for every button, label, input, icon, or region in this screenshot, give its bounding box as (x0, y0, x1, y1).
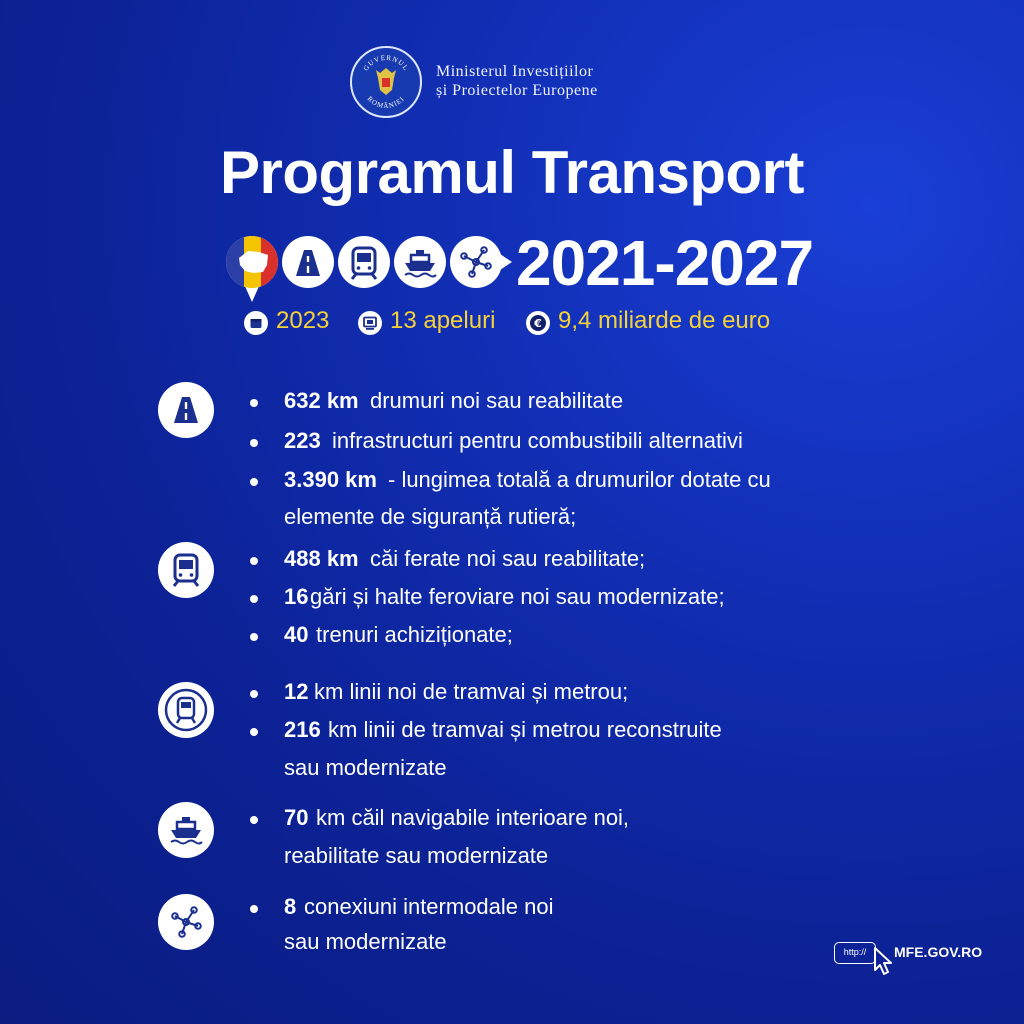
ministry-name-line2: și Proiectelor Europene (436, 82, 598, 99)
stat-text: căi ferate noi sau reabilitate; (370, 546, 646, 571)
train-icon (338, 236, 390, 288)
cursor-icon (872, 946, 894, 976)
train-icon (158, 542, 214, 598)
url-prefix: http:// (834, 942, 876, 964)
stat-value: 3.390 km (284, 467, 377, 492)
svg-text:€: € (534, 317, 542, 330)
stat-text: km linii noi de tramvai și metrou; (314, 679, 629, 704)
intermodal-network-icon (158, 894, 214, 950)
intermodal-network-icon (450, 236, 502, 288)
svg-text:GUVERNUL: GUVERNUL (361, 53, 411, 73)
svg-text:ROMÂNIEI: ROMÂNIEI (365, 94, 407, 111)
stat-value: 12 (284, 679, 309, 704)
stat-text: - lungimea totală a drumurilor dotate cu (388, 467, 771, 492)
stat-value: 16 (284, 584, 309, 609)
stat-value: 40 (284, 622, 309, 647)
stat-text-continuation: sau modernizate (284, 929, 447, 954)
stat-value: 223 (284, 428, 321, 453)
stat-text-continuation: reabilitate sau modernizate (284, 843, 549, 868)
page-title: Programul Transport (220, 139, 804, 206)
road-icon (282, 236, 334, 288)
euro-icon (526, 311, 550, 335)
stat-text: trenuri achiziționate; (316, 622, 513, 647)
website-label[interactable]: MFE.GOV.RO (894, 944, 983, 960)
header (0, 44, 1024, 120)
stat-text-continuation: elemente de siguranță rutieră; (284, 504, 577, 529)
stat-text-continuation: sau modernizate (284, 755, 447, 780)
stat-value: 8 (284, 894, 297, 919)
stat-value: 488 km (284, 546, 359, 571)
ship-icon (394, 236, 446, 288)
ministry-name (436, 62, 598, 100)
stat-text: gări și halte feroviare noi sau modernizate; (310, 584, 725, 609)
government-crest-logo (350, 46, 422, 118)
romania-map-pin-icon (226, 236, 278, 288)
road-icon (158, 382, 214, 438)
stat-text: km căil navigabile interioare noi, (316, 805, 630, 830)
meta-budget-label: 9,4 miliarde de euro (558, 307, 771, 334)
stat-text: infrastructuri pentru combustibili alternativi (332, 428, 743, 453)
stat-text: drumuri noi sau reabilitate (370, 388, 624, 413)
calls-icon (358, 311, 382, 335)
stat-value: 70 (284, 805, 309, 830)
metro-icon (158, 682, 214, 738)
stat-text: conexiuni intermodale noi (304, 894, 554, 919)
ministry-name-line1: Ministerul Investițiilor (436, 63, 594, 80)
calendar-icon (244, 311, 268, 335)
stat-text: km linii de tramvai și metrou reconstruite (328, 717, 722, 742)
stat-value: 216 (284, 717, 321, 742)
meta-calls-label: 13 apeluri (390, 307, 496, 334)
meta-year-label: 2023 (276, 307, 330, 334)
ship-icon (158, 802, 214, 858)
program-years: 2021-2027 (516, 227, 814, 299)
stat-value: 632 km (284, 388, 359, 413)
